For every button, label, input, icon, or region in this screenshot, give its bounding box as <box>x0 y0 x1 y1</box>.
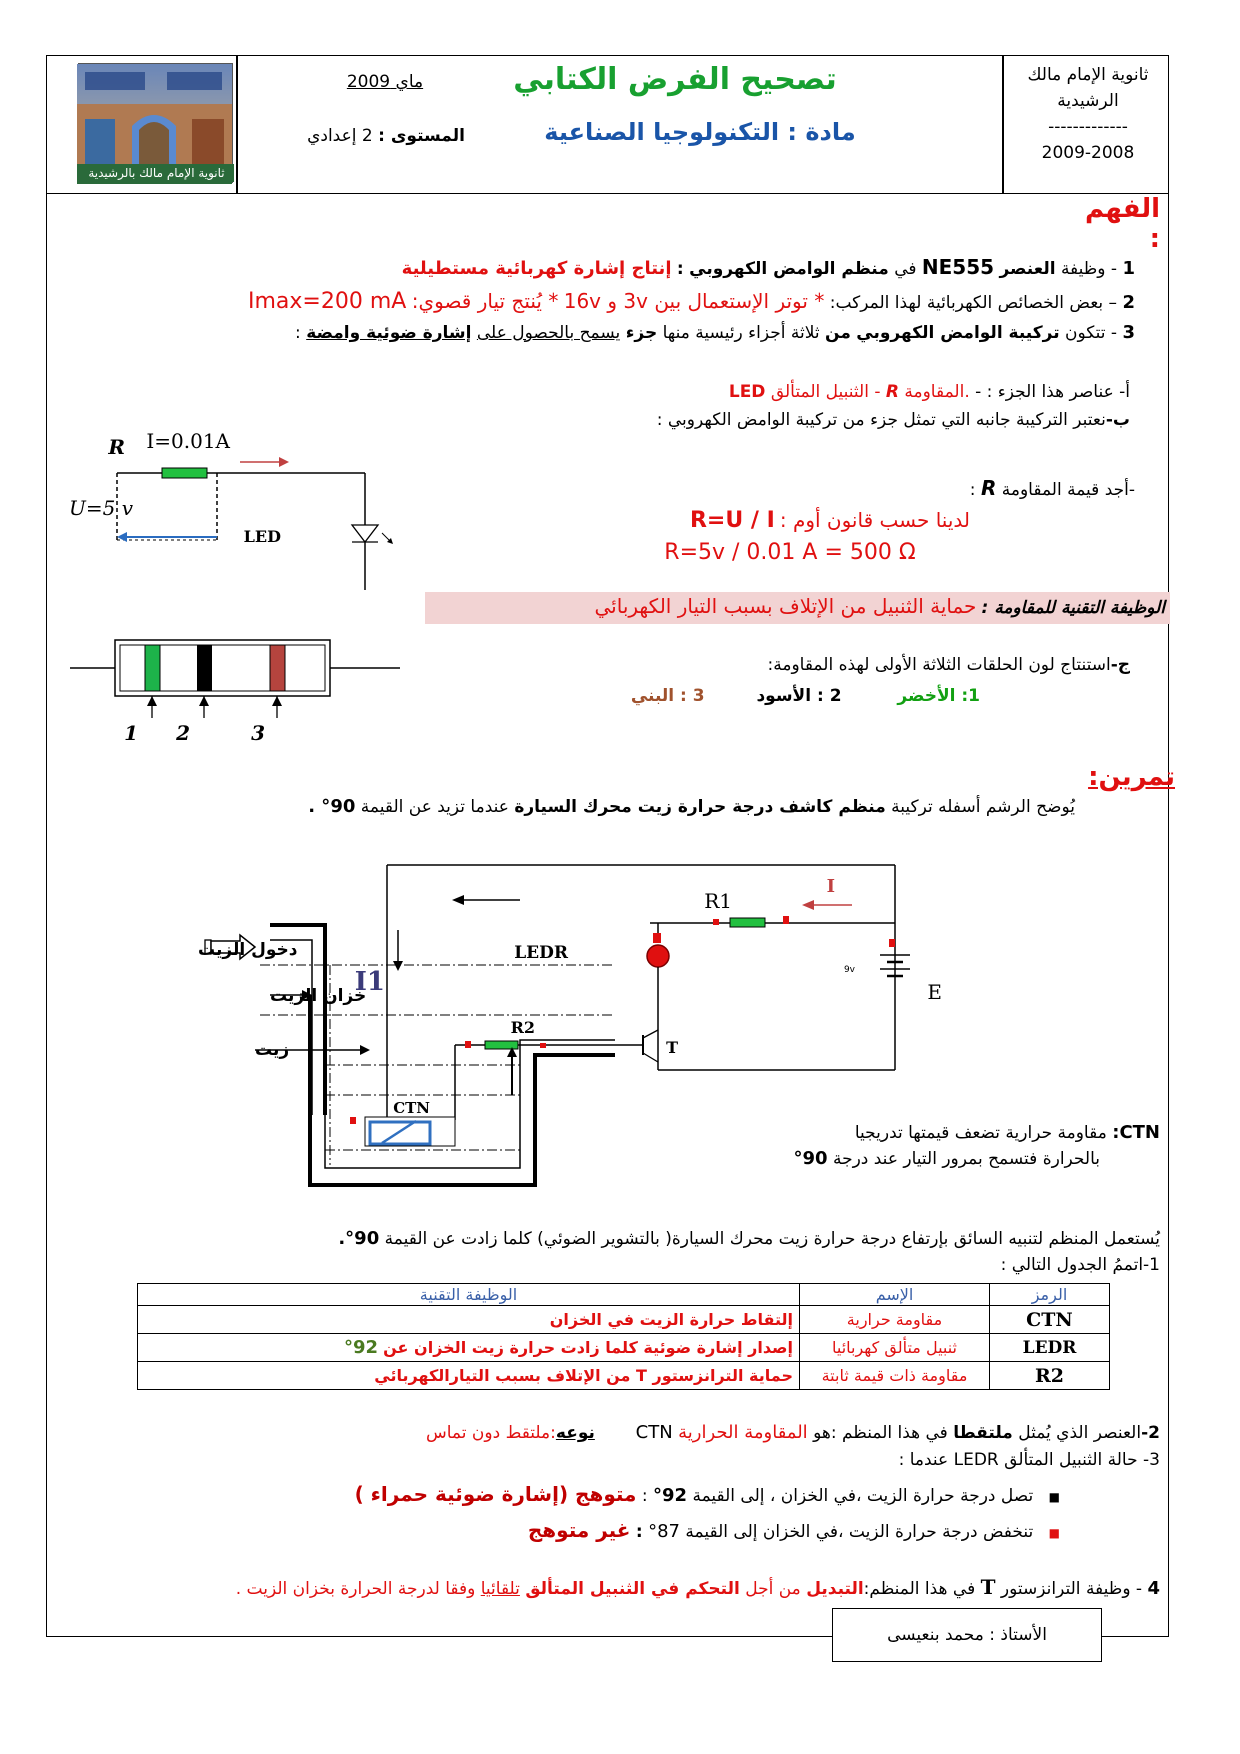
date: ماي 2009 <box>346 72 424 92</box>
transistor-collector <box>643 1030 658 1038</box>
question-2: 2 – بعض الخصائص الكهربائية لهذا المركب: * توتر الإستعمال بين 3v و 16v * يُنتج تيار قصوي: Imax=200 mA <box>247 289 1135 314</box>
table-intro: 1-اتممُ الجدول التالي : <box>1000 1255 1160 1275</box>
exercise-question-4: 4 - وظيفة الترانزستور T في هذا المنظم:التبديل من أجل التحكم في الثنبيل المتألق تلقائيا وفقا لدرجة الحرارة بخزان الزيت . <box>235 1575 1160 1599</box>
battery-terminal <box>889 939 895 947</box>
question-2-answer-a: * توتر الإستعمال بين 3v و 16v <box>563 289 825 313</box>
r-question: -أجد قيمة المقاومة R : <box>969 476 1135 500</box>
resistor-ring-2 <box>197 645 212 691</box>
table-row: CTN مقاومة حرارية إلتقاط حرارة الزيت في الخزان <box>138 1306 1110 1334</box>
item-b: ب-نعتبر التركيبة جانبه التي تمثل جزء من تركيبة الوامض الكهروبي : <box>656 410 1130 430</box>
label-oil-in: دخول الزيت <box>198 940 298 960</box>
question-2-answer-b: * يُنتج تيار قصوي: <box>411 289 559 313</box>
ring-2-arrowhead <box>199 696 209 706</box>
r1-terminal <box>783 916 789 924</box>
components-table <box>137 1283 1110 1390</box>
top-current-arrowhead <box>452 895 464 905</box>
section-title-understanding: الفهم : <box>1085 194 1160 254</box>
header-divider-left <box>236 55 238 194</box>
label-battery: 9v <box>843 965 855 975</box>
bullet-2: ■ تنخفض درجة حرارة الزيت ،في الخزان إلى القيمة 87° : غير متوهج <box>527 1518 1060 1542</box>
header-dashes: ------------- <box>1048 117 1128 137</box>
logo-text: ثانوية الإمام مالك بالرشيدية <box>79 164 234 182</box>
led-terminal <box>653 933 661 943</box>
resistor-ring-3 <box>270 645 285 691</box>
label-ctn: CTN <box>393 1099 430 1117</box>
exercise-intro: يُوضح الرشم أسفله تركيبة منظم كاشف درجة حرارة زيت محرك السيارة عندما تزيد عن القيمة 90° . <box>308 796 1075 817</box>
ring-1-number: 1 <box>124 721 138 745</box>
ctn-terminal <box>350 1117 356 1124</box>
label-r2: R2 <box>510 1018 535 1037</box>
table-row: R2 مقاومة ذات قيمة ثابتة حماية الترانزستور T من الإتلاف بسبب التيارالكهربائي <box>138 1362 1110 1390</box>
ring-2-number: 2 <box>176 721 190 745</box>
teacher-signature: الأستاذ : محمد بنعيسى <box>832 1608 1102 1662</box>
i1-arrowhead <box>393 961 403 971</box>
ring-colors <box>600 686 980 706</box>
col-function: الوظيفة التقنية <box>138 1284 800 1306</box>
ctn-description-2: بالحرارة فتسمح بمرور التيار عند درجة 90° <box>793 1148 1100 1169</box>
ohm-law: لدينا حسب قانون أوم : R=U / I <box>689 508 970 533</box>
r2-terminal <box>465 1041 471 1048</box>
level: المستوى : 2 إعدادي <box>307 126 465 146</box>
school-year: 2009-2008 <box>1041 143 1135 163</box>
page-title: تصحيح الفرض الكتابي <box>513 62 837 97</box>
label-e: E <box>927 980 942 1004</box>
led-red <box>647 945 669 967</box>
label-i1: I1 <box>354 967 385 997</box>
resistor-ring-1 <box>145 645 160 691</box>
circuit1-led-label: LED <box>243 527 281 546</box>
circuit1-r-label: R <box>108 435 125 459</box>
circuit1-i-label: I=0.01A <box>146 429 230 453</box>
label-tank: خزان الزيت <box>270 986 367 1006</box>
section-title-exercise: تمرين: <box>1088 762 1175 792</box>
transistor-emitter <box>643 1053 658 1062</box>
resistor-r1 <box>730 918 765 927</box>
question-1-answer: إنتاج إشارة كهربائية مستطيلية <box>401 258 672 279</box>
exercise-question-3: 3- حالة الثنبيل المتألق LEDR عندما : <box>898 1450 1160 1470</box>
resistor-function: الوظيفة التقنية للمقاومة : حماية الثنبيل من الإتلاف بسبب التيار الكهربائي <box>594 594 1165 618</box>
subject: التكنولوجيا الصناعية <box>544 118 780 146</box>
ring-2-color: 2 : الأسود <box>756 686 842 706</box>
label-ledr: LEDR <box>514 943 568 963</box>
led-circuit-diagram <box>69 429 435 605</box>
subject-line <box>530 118 870 146</box>
resistance-calculation: R=5v / 0.01 A = 500 Ω <box>664 540 916 565</box>
school-name: ثانوية الإمام مالك <box>1027 65 1149 85</box>
circuit1-resistor <box>162 468 207 478</box>
table-row: LEDR ثنبيل متألق كهربائيا إصدار إشارة ضوئية كلما زادت حرارة زيت الخزان عن 92° <box>138 1334 1110 1362</box>
tank-outer-wall <box>310 995 615 1185</box>
question-1: 1 - وظيفة العنصر NE555 في منظم الوامض الكهروبي : إنتاج إشارة كهربائية مستطيلية <box>401 255 1135 279</box>
label-oil: زيت <box>255 1040 290 1060</box>
usage-text: يُستعمل المنظم لتنبيه السائق بإرتفاع درجة حرارة زيت محرك السيارة( بالتشوير الضوئي) كلما زادت عن القيمة 90°. <box>338 1228 1160 1249</box>
subject-label: مادة : <box>787 118 856 146</box>
ctn-thermistor <box>370 1122 430 1144</box>
ring-1-arrowhead <box>147 696 157 706</box>
ring-1-color: 1: الأخضر <box>897 686 980 706</box>
label-r1: R1 <box>704 889 732 913</box>
col-name: الإسم <box>800 1284 990 1306</box>
col-symbol: الرمز <box>990 1284 1110 1306</box>
r1-terminal-left <box>713 919 719 925</box>
ring-3-arrowhead <box>272 696 282 706</box>
label-t: T <box>666 1038 678 1057</box>
ring-3-color: 3 : البني <box>630 686 705 706</box>
r2-terminal-right <box>540 1043 546 1048</box>
current-arrowhead <box>279 457 289 467</box>
circuit1-u-label: U=5 v <box>69 496 133 520</box>
exercise-question-2: 2-العنصر الذي يُمثل ملتقطا في هذا المنظم :هو المقاومة الحرارية CTN نوعه:ملتقط دون تماس <box>426 1422 1160 1443</box>
item-c: ج-استنتاج لون الحلقات الثلاثة الأولى لهذه المقاومة: <box>767 655 1130 675</box>
school-city: الرشيدية <box>1057 91 1119 111</box>
school-logo <box>78 63 233 183</box>
school-block <box>1008 62 1168 166</box>
header-divider-right <box>1002 55 1004 194</box>
item-a: أ- عناصر هذا الجزء : - .المقاومة R - الثنبيل المتألق LED <box>728 382 1130 402</box>
resistor-r2 <box>485 1041 518 1049</box>
bullet-1: ■ تصل درجة حرارة الزيت ،في الخزان ، إلى القيمة 92° : متوهج (إشارة ضوئية حمراء ) <box>354 1482 1060 1506</box>
question-3: 3 - تتكون تركيبة الوامض الكهروبي من ثلاثة أجزاء رئيسية منها جزء يسمح بالحصول على إشارة ضوئية وامضة : <box>295 322 1135 343</box>
question-2-answer-c: Imax=200 mA <box>247 289 407 314</box>
tank-inlet-pipe-inner <box>270 940 312 1115</box>
label-i: I <box>826 876 835 897</box>
ctn-description-1: CTN: مقاومة حرارية تضعف قيمتها تدريجيا <box>854 1122 1160 1143</box>
led-symbol <box>352 525 378 542</box>
current-i-arrowhead <box>802 900 814 910</box>
oil-pointer-arrowhead <box>360 1045 370 1055</box>
resistor-color-diagram <box>70 628 410 758</box>
ring-3-number: 3 <box>251 721 265 745</box>
